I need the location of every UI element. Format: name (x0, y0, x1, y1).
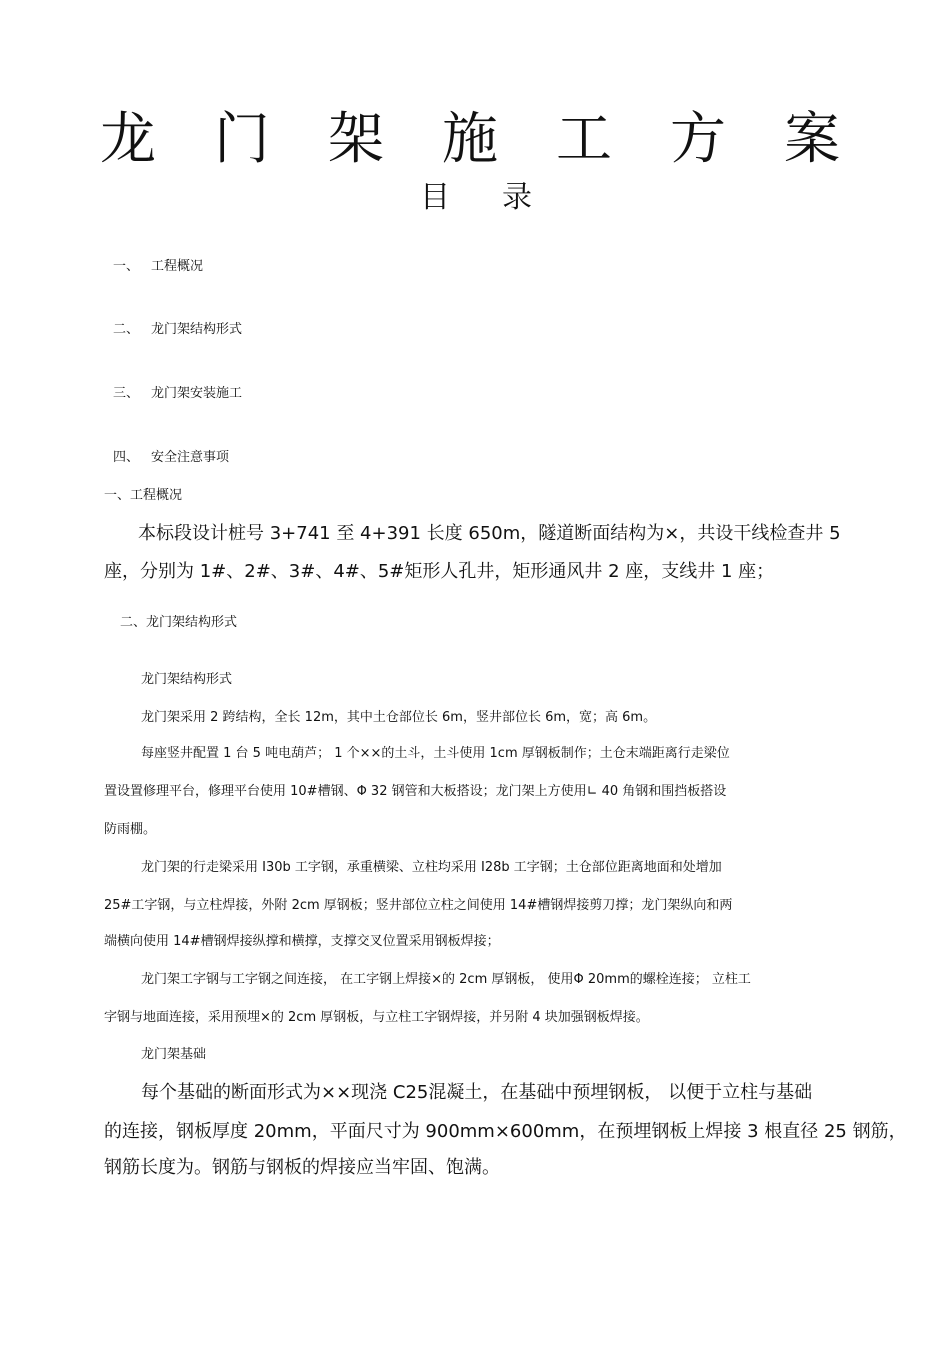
paragraph-line: 端横向使用 14#槽钢焊接纵撑和横撑，支撑交叉位置采用钢板焊接； (104, 934, 500, 949)
toc-item-1 (113, 258, 203, 276)
document-title (100, 104, 840, 176)
paragraph-line: 每座竖井配置 1 台 5 吨电葫芦； 1 个××的土斗，土斗使用 1cm 厚钢板制作；土仓末端距离行走梁位 (141, 746, 730, 761)
paragraph-line: 防雨棚。 (104, 822, 157, 837)
subtitle-char: 目 (420, 180, 450, 215)
title-char: 工 (556, 107, 612, 172)
foundation-line: 每个基础的断面形式为××现浇 C25混凝土，在基础中预埋钢板， 以便于立柱与基础 (141, 1082, 813, 1103)
paragraph-line: 25#工字钢，与立柱焊接，外附 2cm 厚钢板；竖井部位立柱之间使用 14#槽钢焊接剪刀撑；龙门架纵向和两 (104, 898, 733, 913)
foundation-line: 的连接，钢板厚度 20mm，平面尺寸为 900mm×600mm，在预埋钢板上焊接 3 根直径 25 钢筋， (104, 1121, 907, 1142)
toc-number: 四、 (113, 450, 140, 465)
section-heading-1: 一、工程概况 (104, 488, 183, 503)
subsection-heading-foundation: 龙门架基础 (141, 1047, 207, 1062)
title-char: 架 (328, 107, 384, 172)
title-char: 方 (670, 107, 726, 172)
toc-label: 工程概况 (151, 259, 204, 274)
toc-item-3 (113, 385, 242, 403)
paragraph-line: 龙门架采用 2 跨结构，全长 12m，其中土仓部位长 6m，竖井部位长 6m，宽；高 6m。 (141, 710, 657, 725)
paragraph-line: 字钢与地面连接，采用预埋×的 2cm 厚钢板，与立柱工字钢焊接，并另附 4 块加强钢板焊接。 (104, 1010, 649, 1025)
toc-label: 龙门架安装施工 (151, 386, 243, 401)
section1-line-2: 座，分别为 1#、2#、3#、4#、5#矩形人孔井，矩形通风井 2 座，支线井 1 座； (104, 561, 775, 582)
title-char: 案 (784, 107, 840, 172)
toc-number: 一、 (113, 259, 140, 274)
paragraph-line: 龙门架的行走梁采用 I30b 工字钢，承重横梁、立柱均采用 I28b 工字钢；土仓部位距离地面和处增加 (141, 860, 722, 875)
paragraph-line: 龙门架工字钢与工字钢之间连接， 在工字钢上焊接×的 2cm 厚钢板， 使用Φ 20mm的螺栓连接； 立柱工 (141, 972, 751, 987)
paragraph-line: 置设置修理平台，修理平台使用 10#槽钢、Φ 32 钢管和大板搭设；龙门架上方使用∟ 40 角钢和围挡板搭设 (104, 784, 727, 799)
toc-item-2 (113, 321, 242, 339)
section-heading-2: 二、龙门架结构形式 (120, 615, 238, 630)
toc-title (420, 178, 532, 218)
toc-label: 龙门架结构形式 (151, 322, 243, 337)
foundation-line: 钢筋长度为。钢筋与钢板的焊接应当牢固、饱满。 (104, 1157, 500, 1178)
toc-number: 三、 (113, 386, 140, 401)
subsection-heading: 龙门架结构形式 (141, 672, 233, 687)
toc-number: 二、 (113, 322, 140, 337)
subtitle-char: 录 (502, 180, 532, 215)
title-char: 门 (214, 107, 270, 172)
toc-label: 安全注意事项 (151, 450, 230, 465)
title-char: 龙 (100, 107, 156, 172)
section1-line-1: 本标段设计桩号 3+741 至 4+391 长度 650m，隧道断面结构为×，共设干线检查井 5 (138, 523, 841, 544)
title-char: 施 (442, 107, 498, 172)
toc-item-4 (113, 449, 229, 467)
